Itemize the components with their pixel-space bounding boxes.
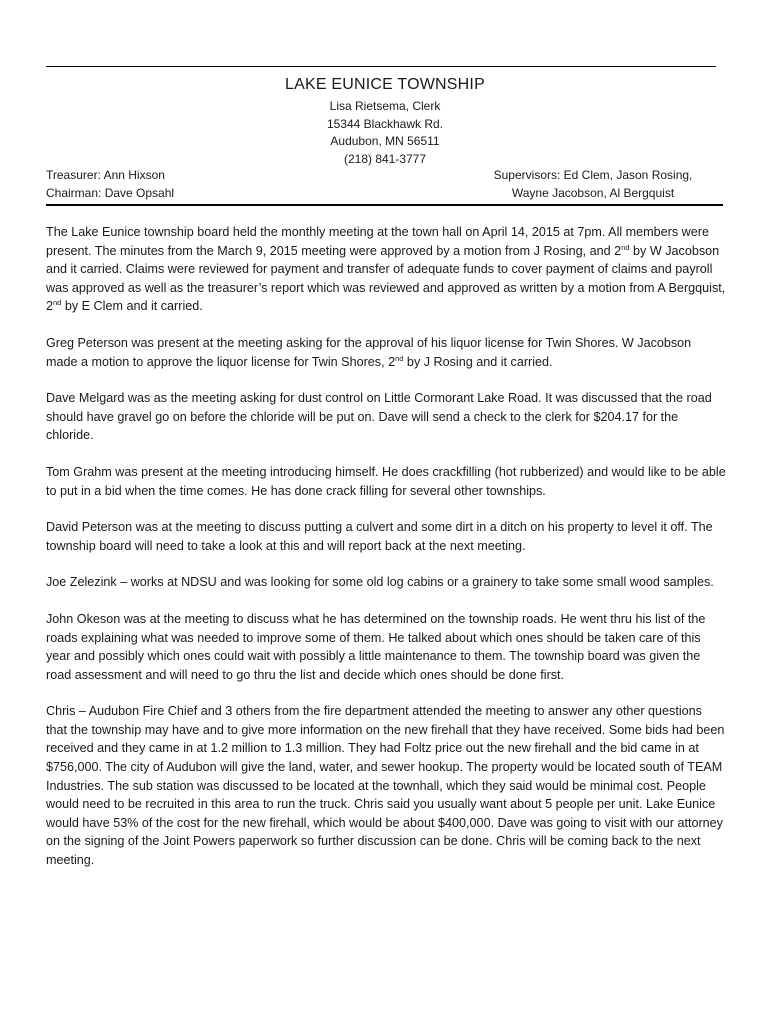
treasurer-line: Treasurer: Ann Hixson: [46, 168, 165, 182]
paragraph-meeting-opening: [46, 223, 726, 316]
paragraph-crackfilling: Tom Grahm was present at the meeting introducing himself. He does crackfilling (hot rubberized) and would like to be able to put in a bid when the time comes. He has done crack filling for several other townships.: [46, 464, 726, 498]
paragraph-culvert: David Peterson was at the meeting to discuss putting a culvert and some dirt in a ditch on his property to level it off. The township board will need to take a look at this and will report back at the next meeting.: [46, 520, 713, 553]
p2-text-b: by J Rosing and it carried.: [403, 354, 553, 369]
paragraph-log-cabins: Joe Zelezink – works at NDSU and was looking for some old log cabins or a grainery to take some small wood samples.: [46, 575, 714, 590]
clerk-contact-block: [0, 98, 770, 168]
p1-text-b: by W Jacobson and it carried. Claims were reviewed for payment and transfer of adequate funds to cover payment of claims and payroll was approved as well as the treasurer’s report which was reviewed and approved as written by a motion from A Bergquist, 2: [46, 243, 726, 314]
header-top-rule: [46, 66, 716, 67]
p1-text-a: The Lake Eunice township board held the monthly meeting at the town hall on April 14, 2015 at 7pm. All members were present. The minutes from the March 9, 2015 meeting were approved by a motion from J Rosing, and 2: [46, 225, 709, 258]
supervisors-block: [464, 167, 722, 202]
chairman-line: Chairman: Dave Opsahl: [46, 185, 175, 200]
clerk-address-street: 15344 Blackhawk Rd.: [326, 116, 444, 131]
officers-left: [46, 167, 174, 202]
supervisors-line-2: Wayne Jacobson, Al Bergquist: [511, 185, 675, 200]
paragraph-dust-control: Dave Melgard was as the meeting asking for dust control on Little Cormorant Lake Road. It was discussed that the road should have gravel go on before the chloride will be put on. Dave will send a check to the clerk for $204.17 for the chloride.: [46, 391, 712, 443]
paragraph-firehall: Chris – Audubon Fire Chief and 3 others from the fire department attended the meeting to answer any other questions that the township may have and to give more information on the new firehall that they have received. Some bids had been received and they came in at 1.2 million to 1.3 million. They had Foltz price out the new firehall and the bid came in at $756,000. The city of Audubon will give the land, water, and sewer hookup. The property would be located south of TEAM Industries. The sub station was discussed to be located at the townhall, which they said would be minimal cost. People would need to be recruited in this area to run the truck. Chris said you usually want about 5 people per unit. Lake Eunice would have 53% of the cost for the new firehall, which would be about $400,000. Dave was going to visit with our attorney on the signing of the Joint Powers paperwork so further discussion can be done. Chris will be coming back to the next meeting.: [46, 704, 725, 868]
p1-text-c: by E Clem and it carried.: [61, 299, 203, 314]
clerk-phone: (218) 841-3777: [343, 151, 427, 166]
clerk-address-city: Audubon, MN 56511: [330, 134, 440, 148]
p1-ordinal-1: nd: [621, 242, 630, 252]
supervisors-line-1: Supervisors: Ed Clem, Jason Rosing,: [493, 168, 693, 182]
header-bottom-rule: [46, 204, 723, 206]
township-title: LAKE EUNICE TOWNSHIP: [285, 76, 485, 93]
p1-ordinal-2: nd: [53, 298, 62, 308]
p2-text-a: Greg Peterson was present at the meeting asking for the approval of his liquor license for Twin Shores. W Jacobson made a motion to approve the liquor license for Twin Shores, 2: [46, 335, 692, 369]
p2-ordinal: nd: [395, 353, 404, 363]
paragraph-liquor-license: [46, 334, 726, 371]
paragraph-road-assessment: John Okeson was at the meeting to discuss what he has determined on the township roads. He went thru his list of the roads explaining what was needed to improve some of them. He talked about which ones should be taken care of this year and possibly which ones could wait with possibly a little maintenance to them. The township board was given the road assessment and will need to go thru the list and decide which ones should be done first.: [46, 611, 706, 682]
clerk-name: Lisa Rietsema, Clerk: [329, 99, 441, 113]
meeting-minutes-body: [46, 223, 726, 888]
